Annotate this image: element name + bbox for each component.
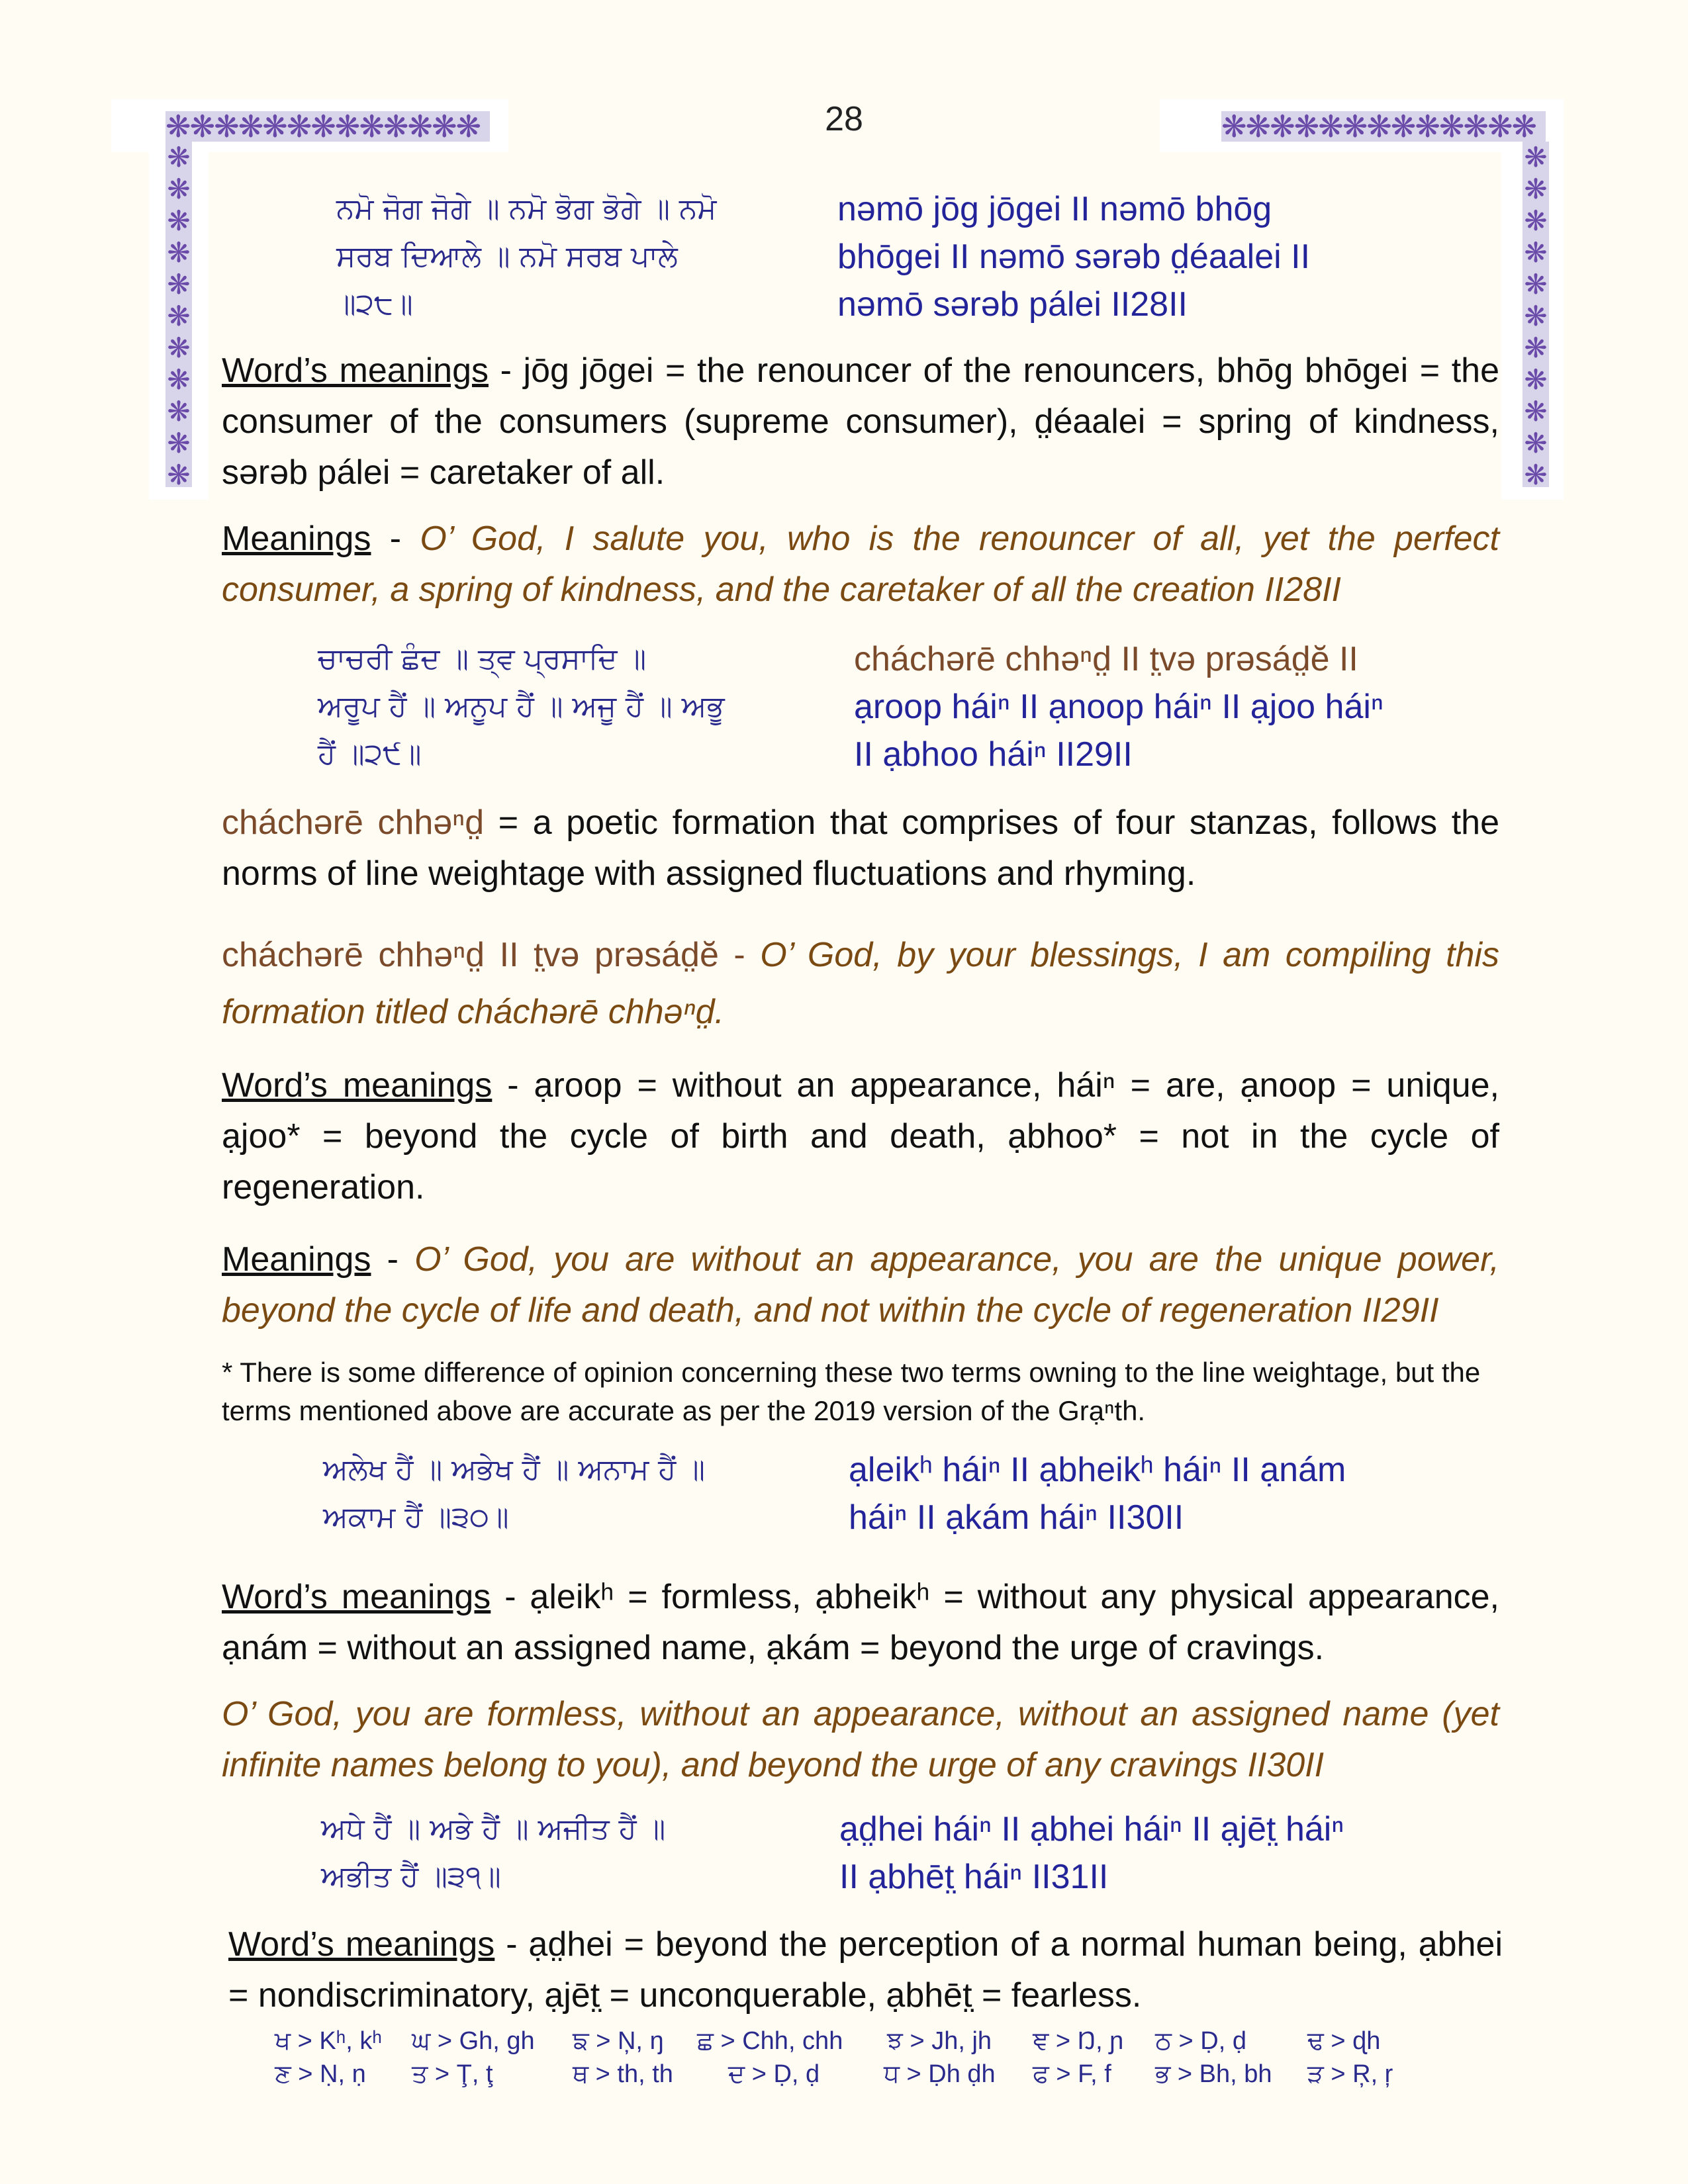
verse-line: ॥੨੮॥ bbox=[336, 287, 413, 321]
section-label: Word’s meanings bbox=[222, 351, 489, 390]
transliteration-verse-30 bbox=[849, 1446, 1444, 1541]
chhand-definition bbox=[222, 797, 1499, 899]
word-meanings-31 bbox=[228, 1919, 1503, 2021]
footnote: * There is some difference of opinion concerning these two terms owning to the line weightage, but the terms mentioned above are accurate as per the 2019 version of the Grạⁿth. bbox=[222, 1357, 1481, 1426]
key-entry: ਠ > Ḍ, ḍ bbox=[1155, 2027, 1246, 2055]
key-entry: ਛ > Chh, chh bbox=[697, 2027, 843, 2055]
verse-line: ਹੈਂ ॥੨੯॥ bbox=[318, 737, 422, 771]
section-label: Meanings bbox=[222, 1240, 371, 1279]
key-entry: ਖ > Kʰ, kʰ bbox=[275, 2027, 382, 2055]
star-border-top-left: ❋❋❋❋❋❋❋❋❋❋❋❋❋ bbox=[165, 111, 490, 142]
section-label: Word’s meanings bbox=[228, 1925, 495, 1964]
gurmukhi-verse-29 bbox=[318, 635, 755, 778]
translit-line: ạd̤hei háiⁿ II ạbhei háiⁿ II ạjēt̤ háiⁿ bbox=[839, 1810, 1344, 1848]
chhand-term: cháchərē chhəⁿd̤ bbox=[222, 803, 485, 842]
section-label: Meanings bbox=[222, 520, 371, 558]
meanings-30 bbox=[222, 1689, 1499, 1791]
word-meanings-29 bbox=[222, 1060, 1499, 1213]
verse-line: ਸਰਬ ਦਿਆਲੇ ॥ ਨਮੋ ਸਰਬ ਪਾਲੇ bbox=[336, 240, 678, 273]
word-meanings-28 bbox=[222, 345, 1499, 498]
word-meanings-30 bbox=[222, 1572, 1499, 1674]
meanings-text: O’ God, you are without an appearance, you are the unique power, beyond the cycle of life and death, and not within the cycle of regeneration II29II bbox=[222, 1240, 1499, 1330]
translit-line: bhōgei II nəmō sərəb d̤éaalei II bbox=[837, 238, 1311, 276]
chhand-definition-text: = a poetic formation that comprises of four stanzas, follows the norms of line weightage with assigned fluctuations and rhyming. bbox=[222, 803, 1499, 893]
key-entry: ਤ > Ţ, ţ bbox=[412, 2060, 493, 2088]
translit-line: ạroop háiⁿ II ạnoop háiⁿ II ạjoo háiⁿ bbox=[854, 688, 1383, 726]
key-entry: ਙ > Ņ, ŋ bbox=[573, 2027, 664, 2055]
meanings-text: O’ God, I salute you, who is the renouncer of all, yet the perfect consumer, a spring of kindness, and the caretaker of all the creation II28II bbox=[222, 520, 1499, 609]
verse-line: ਅਕਾਮ ਹੈਂ ॥੩੦॥ bbox=[323, 1500, 509, 1534]
gurmukhi-verse-31 bbox=[321, 1805, 731, 1901]
meanings-28: Meanings - O’ God, I salute you, who is the renouncer of all, yet the perfect consumer, a spring of kindness, and the caretaker of all the creation II28II bbox=[222, 520, 1499, 609]
key-entry: ਭ > Bh, bh bbox=[1155, 2060, 1272, 2088]
key-entry: ਞ > Ŋ, ɲ bbox=[1033, 2027, 1124, 2055]
key-entry: ਫ > F, f bbox=[1033, 2060, 1111, 2088]
verse-line: ਅਲੇਖ ਹੈਂ ॥ ਅਭੇਖ ਹੈਂ ॥ ਅਨਾਮ ਹੈਂ ॥ bbox=[323, 1453, 705, 1486]
translit-line: nəmō jōg jōgei II nəmō bhōg bbox=[837, 190, 1272, 228]
translit-line: nəmō sərəb pálei II28II bbox=[837, 285, 1188, 324]
star-border-right: ❋ ❋ ❋ ❋ ❋ ❋ ❋ ❋ ❋ ❋ ❋ bbox=[1523, 142, 1549, 487]
verse-line: ਨਮੋ ਜੋਗ ਜੋਗੇ ॥ ਨਮੋ ਭੋਗ ਭੋਗੇ ॥ ਨਮੋ bbox=[336, 192, 717, 226]
gurmukhi-verse-28 bbox=[336, 185, 747, 328]
key-entry: ਧ > Ḍh ḍh bbox=[884, 2060, 996, 2088]
transliteration-verse-29 bbox=[854, 635, 1450, 778]
verse-line: ਅਭੀਤ ਹੈਂ ॥੩੧॥ bbox=[321, 1860, 501, 1893]
word-meanings-text: - jōg jōgei = the renouncer of the renouncers, bhōg bhōgei = the consumer of the consumers (supreme consumer), d̤éaalei = spring of kindness, sərəb pálei = caretaker of all. bbox=[222, 351, 1500, 492]
verse-line: ਚਾਚਰੀ ਛੰਦ ॥ ਤ੍ਵ ਪ੍ਰਸਾਦਿ ॥ bbox=[318, 642, 647, 676]
verse-line: ਅਧੇ ਹੈਂ ॥ ਅਭੇ ਹੈਂ ॥ ਅਜੀਤ ਹੈਂ ॥ bbox=[321, 1812, 666, 1846]
title-term: cháchərē chhəⁿd̤ II t̤və prəsád̤ĕ - bbox=[222, 936, 745, 974]
key-entry: ਝ > Jh, jh bbox=[887, 2027, 992, 2055]
meanings-text: O’ God, you are formless, without an appearance, without an assigned name (yet infinite names belong to you), and beyond the urge of any cravings II30II bbox=[222, 1695, 1499, 1784]
translit-line: háiⁿ II ạkám háiⁿ II30II bbox=[849, 1498, 1184, 1537]
verse-line: ਅਰੂਪ ਹੈਂ ॥ ਅਨੂਪ ਹੈਂ ॥ ਅਜੂ ਹੈਂ ॥ ਅਭੂ bbox=[318, 690, 725, 723]
section-label: Word’s meanings bbox=[222, 1578, 491, 1616]
translit-line: ạleikʰ háiⁿ II ạbheikʰ háiⁿ II ạnám bbox=[849, 1451, 1346, 1489]
key-entry: ਥ > th, th bbox=[573, 2060, 673, 2088]
word-meanings-text: - ạd̤hei = beyond the perception of a normal human being, ạbhei = nondiscriminatory, ạjēt̤ = unconquerable, ạbhēt̤ = fearless. bbox=[228, 1925, 1503, 2015]
translit-line: II ạbhoo háiⁿ II29II bbox=[854, 735, 1133, 774]
translit-line: cháchərē chhəⁿd̤ II t̤və prəsád̤ĕ II bbox=[854, 640, 1358, 678]
star-border-left: ❋ ❋ ❋ ❋ ❋ ❋ ❋ ❋ ❋ ❋ ❋ bbox=[165, 142, 192, 487]
page-number: 28 bbox=[825, 100, 863, 138]
transliteration-verse-28 bbox=[837, 185, 1420, 328]
key-entry: ਦ > Ḍ, ḍ bbox=[728, 2060, 820, 2088]
key-entry: ੜ > Ŗ, ŗ bbox=[1307, 2060, 1393, 2088]
meanings-29: Meanings - O’ God, you are without an appearance, you are the unique power, beyond the cycle of life and death, and not within the cycle of regeneration II29II bbox=[222, 1240, 1499, 1330]
word-meanings-text: - ạleikʰ = formless, ạbheikʰ = without any physical appearance, ạnám = without an assigned name, ạkám = beyond the urge of cravings. bbox=[222, 1578, 1499, 1667]
word-meanings-text: - ạroop = without an appearance, háiⁿ = are, ạnoop = unique, ạjoo* = beyond the cycle of birth and death, ạbhoo* = not in the cycle of regeneration. bbox=[222, 1066, 1499, 1206]
gurmukhi-verse-30 bbox=[323, 1446, 733, 1541]
section-label: Word’s meanings bbox=[222, 1066, 492, 1105]
key-entry: ਢ > ɖh bbox=[1307, 2027, 1381, 2055]
star-border-top-right: ❋❋❋❋❋❋❋❋❋❋❋❋❋ bbox=[1221, 111, 1546, 142]
transliteration-verse-31 bbox=[839, 1805, 1435, 1901]
key-entry: ਣ > Ṇ, ṇ bbox=[275, 2060, 366, 2088]
title-meaning: O’ God, by your blessings, I am compiling this formation titled cháchərē chhəⁿd̤. bbox=[222, 936, 1499, 1031]
key-entry: ਘ > Gh, gh bbox=[412, 2027, 535, 2055]
composition-title-line bbox=[222, 927, 1499, 1040]
translit-line: II ạbhēt̤ háiⁿ II31II bbox=[839, 1858, 1109, 1896]
